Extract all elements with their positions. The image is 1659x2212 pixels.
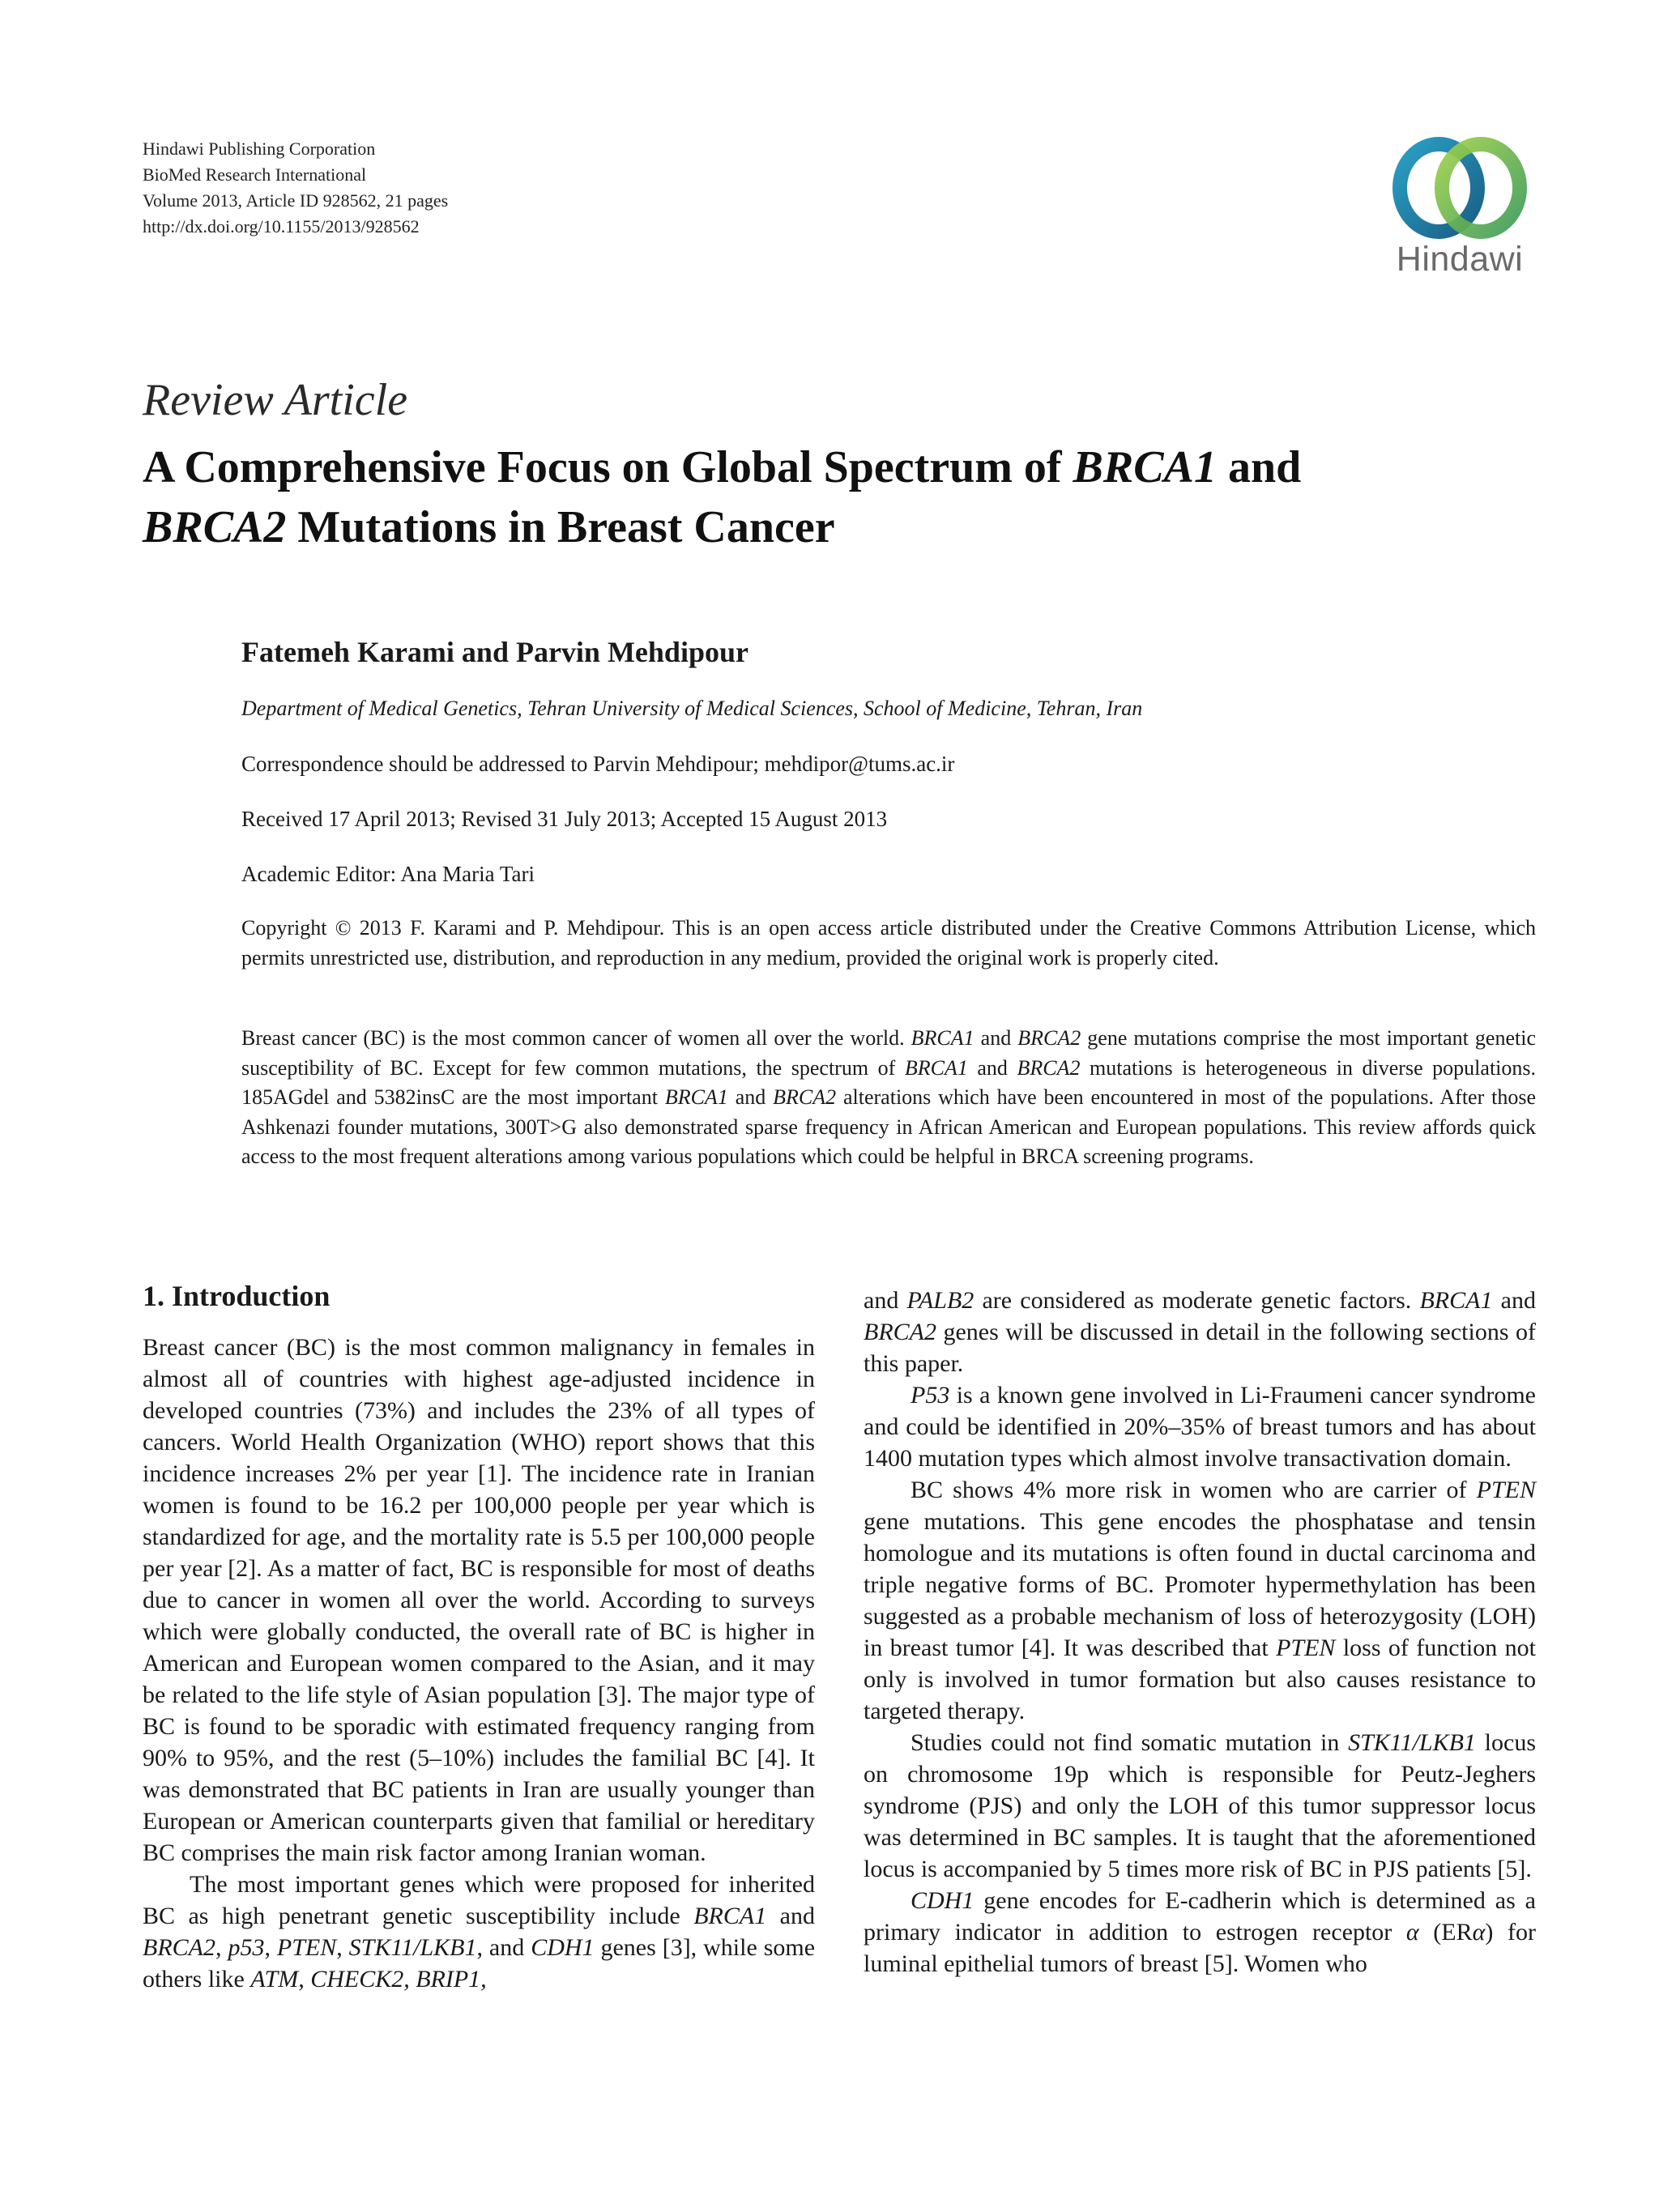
academic-editor: Academic Editor: Ana Maria Tari: [241, 862, 535, 886]
paragraph: P53 is a known gene involved in Li-Fraumeni cancer syndrome and could be identified in 20%–35% of breast tumors and has about 1400 mutation types which almost involve transactivation domain.: [864, 1382, 1536, 1472]
article-type: Review Article: [143, 375, 408, 425]
journal-name: BioMed Research International: [143, 164, 367, 185]
volume-line: Volume 2013, Article ID 928562, 21 pages: [143, 190, 449, 211]
publisher-name: Hindawi Publishing Corporation: [143, 139, 376, 159]
correspondence: Correspondence should be addressed to Parvin Mehdipour; mehdipor@tums.ac.ir: [241, 752, 955, 776]
paragraph: Breast cancer (BC) is the most common malignancy in females in almost all of countries with highest age-adjusted incidence in developed countries (73%) and includes the 23% of all types of cancers. World Health Organization (WHO) report shows that this incidence increases 2% per year [1]. The incidence rate in Iranian women is found to be 16.2 per 100,000 people per year which is standardized for age, and the mortality rate is 5.5 per 100,000 people per year [2]. As a matter of fact, BC is responsible for most of deaths due to cancer in women all over the world. According to surveys which were globally conducted, the overall rate of BC is higher in American and European women compared to the Asian, and it may be related to the life style of Asian population [3]. The major type of BC is found to be sporadic with estimated frequency ranging from 90% to 95%, and the rest (5–10%) includes the familial BC [4]. It was demonstrated that BC patients in Iran are usually younger than European or American counterparts given that familial or hereditary BC comprises the main risk factor among Iranian woman.: [143, 1334, 815, 1866]
paragraph: The most important genes which were proposed for inherited BC as high penetrant genetic susceptibility include BRCA1 and BRCA2, p53, PTEN, STK11/LKB1, and CDH1 genes [3], while some others like ATM, CHECK2, BRIP1,: [143, 1871, 816, 1993]
paragraph: and PALB2 are considered as moderate genetic factors. BRCA1 and BRCA2 genes will be discussed in detail in the following sections of this paper.: [864, 1287, 1536, 1377]
section-heading-introduction: 1. Introduction: [143, 1280, 331, 1312]
copyright-notice: Copyright © 2013 F. Karami and P. Mehdipour. This is an open access article distributed under the Creative Commons Attribution License, which permits unrestricted use, distribution, and reproduction in any medium, provided the original work is properly cited.: [241, 916, 1536, 970]
abstract: Breast cancer (BC) is the most common cancer of women all over the world. BRCA1 and BRCA2 gene mutations comprise the most important genetic susceptibility of BC. Except for few common mutations, the spectrum of BRCA1 and BRCA2 mutations is heterogeneous in diverse populations. 185AGdel and 5382insC are the most important BRCA1 and BRCA2 alterations which have been encountered in most of the populations. After those Ashkenazi founder mutations, 300T>G also demonstrated sparse frequency in African American and European populations. This review affords quick access to the most frequent alterations among various populations which could be helpful in BRCA screening programs.: [241, 1026, 1537, 1168]
left-column: [143, 1278, 815, 1995]
affiliation: Department of Medical Genetics, Tehran University of Medical Sciences, School of Medicine, Tehran, Iran: [241, 697, 1143, 720]
paragraph: BC shows 4% more risk in women who are carrier of PTEN gene mutations. This gene encodes the phosphatase and tensin homologue and its mutations is often found in ductal carcinoma and triple negative forms of BC. Promoter hypermethylation has been suggested as a probable mechanism of loss of heterozygosity (LOH) in breast tumor [4]. It was described that PTEN loss of function not only is involved in tumor formation but also causes resistance to targeted therapy.: [864, 1477, 1536, 1724]
title-line-2: BRCA2 Mutations in Breast Cancer: [143, 502, 835, 552]
paragraph: Studies could not find somatic mutation in STK11/LKB1 locus on chromosome 19p which is responsible for Peutz-Jeghers syndrome (PJS) and only the LOH of this tumor suppressor locus was determined in BC samples. It is taught that the aforementioned locus is accompanied by 5 times more risk of BC in PJS patients [5].: [864, 1729, 1536, 1882]
received-dates: Received 17 April 2013; Revised 31 July 2013; Accepted 15 August 2013: [241, 807, 888, 831]
title-line-1: A Comprehensive Focus on Global Spectrum of BRCA1 and: [143, 442, 1302, 492]
doi-link[interactable]: http://dx.doi.org/10.1155/2013/928562: [143, 216, 420, 237]
hindawi-logo: [1387, 136, 1533, 287]
hindawi-rings-icon: [1387, 136, 1533, 240]
publication-info: [143, 136, 448, 240]
logo-wordmark: Hindawi: [1396, 240, 1524, 279]
paragraph: CDH1 gene encodes for E-cadherin which is determined as a primary indicator in addition to estrogen receptor α (ERα) for luminal epithelial tumors of breast [5]. Women who: [864, 1887, 1536, 1977]
authors: Fatemeh Karami and Parvin Mehdipour: [241, 636, 748, 668]
right-column: [864, 1285, 1536, 1980]
article-title: [143, 437, 1536, 557]
